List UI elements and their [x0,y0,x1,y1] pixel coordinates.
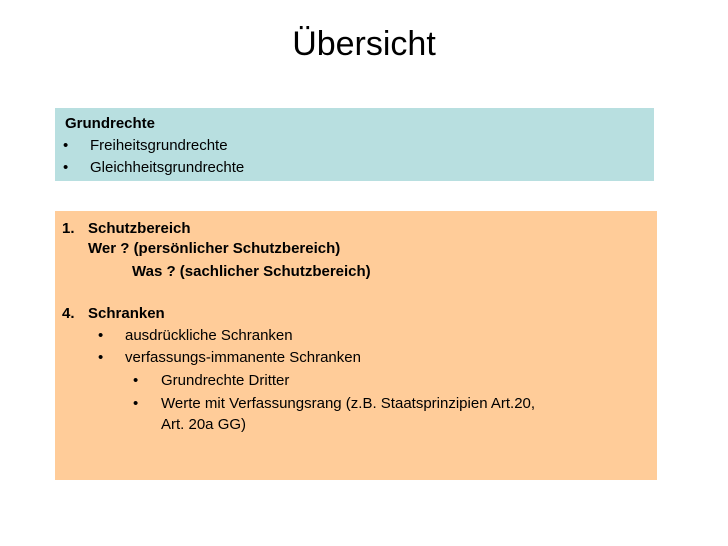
list-item: ausdrückliche Schranken [125,327,293,344]
section-number: 1. [62,220,75,237]
bullet-icon: • [133,395,139,412]
schutzbereich-box [55,211,657,480]
section-heading: Schutzbereich [88,220,191,237]
grundrechte-heading: Grundrechte [65,115,156,132]
slide-title: Übersicht [292,25,436,63]
bullet-icon: • [98,349,104,366]
grundrechte-box [55,108,654,181]
sub-list-item-continuation: Art. 20a GG) [161,416,247,433]
bullet-icon: • [63,159,69,176]
sub-list-item: Werte mit Verfassungsrang (z.B. Staatsprinzipien Art.20, [161,395,536,412]
list-item: Freiheitsgrundrechte [90,137,228,154]
bullet-icon: • [63,137,69,154]
section-line: Wer ? (persönlicher Schutzbereich) [88,240,341,257]
section-heading: Schranken [88,305,165,322]
section-line: Was ? (sachlicher Schutzbereich) [132,263,371,280]
sub-list-item: Grundrechte Dritter [161,372,290,389]
list-item: Gleichheitsgrundrechte [90,159,245,176]
bullet-icon: • [133,372,139,389]
section-number: 4. [62,305,75,322]
list-item: verfassungs-immanente Schranken [125,349,361,366]
bullet-icon: • [98,327,104,344]
